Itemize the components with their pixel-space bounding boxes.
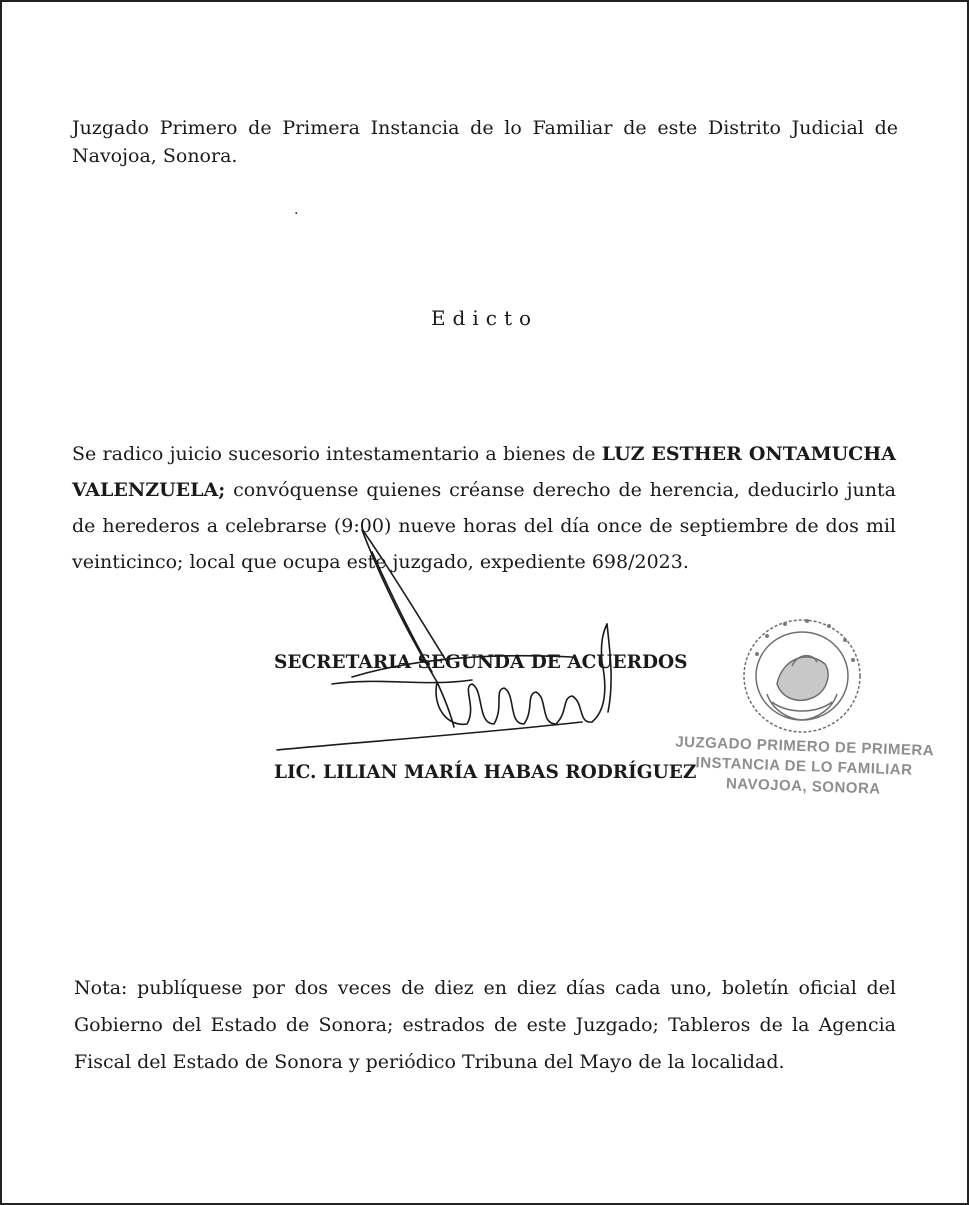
body-text-before: Se radico juicio sucesorio intestamentario a bienes de [72, 443, 602, 465]
signer-role: SECRETARIA SEGUNDA DE ACUERDOS [274, 652, 688, 673]
decedent-name: LUZ ESTHER ONTAMUCHA VALENZUELA; [72, 443, 896, 501]
body-text-after: convóquense quienes créanse derecho de herencia, deducirlo junta de herederos a celebrarse (9:00) nueve horas del día once de septiembre de dos mil veinticinco; local que ocupa este juzgado, expediente 698/2023. [72, 479, 896, 573]
document-title: Edicto [430, 306, 539, 330]
stamp-line: JUZGADO PRIMERO DE PRIMERA [675, 733, 935, 760]
signer-name: LIC. LILIAN MARÍA HABAS RODRÍGUEZ [274, 762, 697, 783]
court-seal-emblem [737, 614, 867, 739]
handwritten-signature [272, 512, 632, 762]
publication-note: Nota: publíquese por dos veces de diez en diez días cada uno, boletín oficial del Gobierno del Estado de Sonora; estrados de este Juzgado; Tableros de la Agencia Fiscal del Estado de Sonora y periódico Tribuna del Mayo de la localidad. [74, 977, 896, 1073]
court-header: Juzgado Primero de Primera Instancia de lo Familiar de este Distrito Judicial de Navojoa, Sonora. [72, 117, 898, 167]
stamp-line: INSTANCIA DE LO FAMILIAR [695, 754, 913, 779]
stray-dot: . [294, 202, 299, 218]
court-stamp [673, 732, 935, 801]
stamp-line: NAVOJOA, SONORA [725, 775, 881, 798]
